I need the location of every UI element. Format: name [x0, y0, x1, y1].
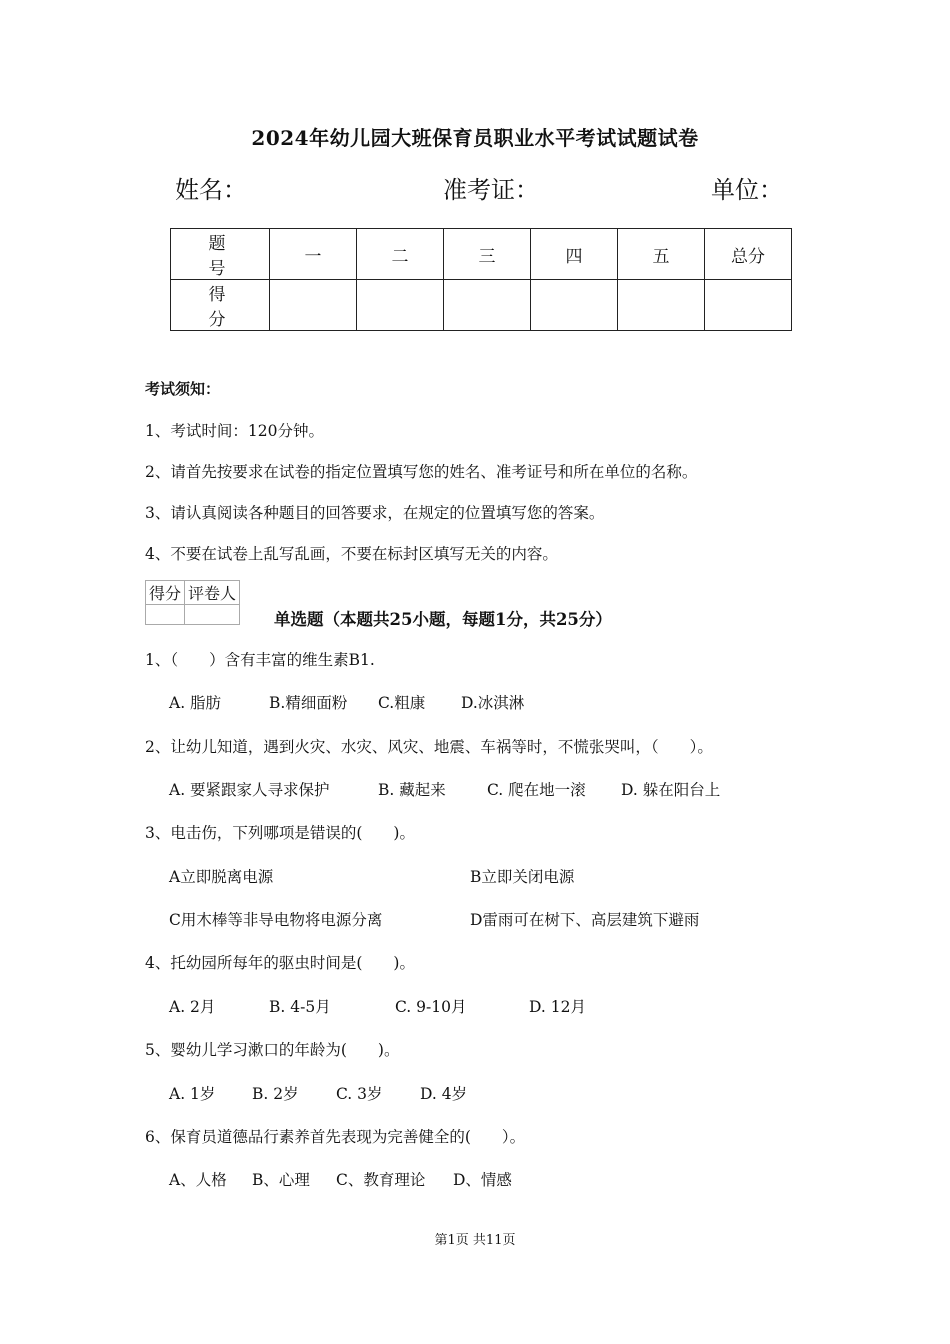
score-cell[interactable] [618, 280, 705, 331]
question-option: B. 藏起来 [378, 781, 446, 799]
question-option: B. 4-5月 [269, 998, 331, 1016]
question-option: D. 躲在阳台上 [621, 781, 721, 799]
score-table-header-row [171, 229, 792, 280]
question-option: B、心理 [252, 1171, 310, 1189]
question-option: D. 12月 [529, 998, 586, 1016]
grader-reviewer-cell[interactable] [185, 605, 240, 625]
question-option: C用木棒等非导电物将电源分离 [169, 911, 383, 929]
score-table-header-cell: 三 [444, 229, 531, 280]
notice-item: 1、考试时间：120分钟。 [145, 422, 324, 440]
question-option: B. 2岁 [252, 1085, 299, 1103]
score-table-score-row [171, 280, 792, 331]
grader-score-cell[interactable] [146, 605, 185, 625]
name-field-label: 姓名： [175, 176, 247, 204]
question-option: C. 9-10月 [395, 998, 467, 1016]
notice-item: 2、请首先按要求在试卷的指定位置填写您的姓名、准考证号和所在单位的名称。 [145, 463, 698, 481]
score-cell[interactable] [357, 280, 444, 331]
score-table-row-label: 得 分 [171, 280, 270, 331]
question-stem: 2、让幼儿知道，遇到火灾、水灾、风灾、地震、车祸等时，不慌张哭叫，（ ）。 [145, 738, 713, 756]
question-option: C.粗康 [378, 694, 426, 712]
score-table-header-cell: 总分 [705, 229, 792, 280]
question-option: D. 4岁 [420, 1085, 468, 1103]
unit-field-label: 单位： [711, 176, 783, 204]
question-option: A. 1岁 [169, 1085, 216, 1103]
notice-item: 4、不要在试卷上乱写乱画，不要在标封区填写无关的内容。 [145, 545, 558, 563]
score-cell[interactable] [531, 280, 618, 331]
score-cell[interactable] [444, 280, 531, 331]
grader-box [145, 580, 240, 625]
score-table-header-label: 题 号 [171, 229, 270, 280]
grader-reviewer-label: 评卷人 [185, 581, 240, 605]
score-cell[interactable] [270, 280, 357, 331]
question-stem: 6、保育员道德品行素养首先表现为完善健全的( ）。 [145, 1128, 526, 1146]
notice-heading: 考试须知： [145, 380, 221, 398]
notice-item: 3、请认真阅读各种题目的回答要求，在规定的位置填写您的答案。 [145, 504, 605, 522]
question-option: A. 要紧跟家人寻求保护 [169, 781, 330, 799]
question-option: C. 爬在地一滚 [487, 781, 586, 799]
question-stem: 5、婴幼儿学习漱口的年龄为( )。 [145, 1041, 400, 1059]
question-option: A. 脂肪 [169, 694, 222, 712]
question-stem: 4、托幼园所每年的驱虫时间是( )。 [145, 954, 415, 972]
question-option: A、人格 [169, 1171, 227, 1189]
score-table-header-cell: 四 [531, 229, 618, 280]
score-cell[interactable] [705, 280, 792, 331]
grader-score-label: 得分 [146, 581, 185, 605]
question-option: D、情感 [453, 1171, 512, 1189]
question-option: D.冰淇淋 [461, 694, 525, 712]
question-stem: 3、电击伤，下列哪项是错误的( )。 [145, 824, 415, 842]
question-option: A立即脱离电源 [169, 868, 274, 886]
score-table-header-cell: 五 [618, 229, 705, 280]
document-title: 2024年幼儿园大班保育员职业水平考试试题试卷 [251, 126, 699, 150]
score-table-header-cell: 一 [270, 229, 357, 280]
section-title: 单选题（本题共25小题，每题1分，共25分） [274, 610, 612, 629]
question-option: D雷雨可在树下、高层建筑下避雨 [470, 911, 700, 929]
question-stem: 1、（ ）含有丰富的维生素B1. [145, 651, 375, 669]
question-option: C、教育理论 [336, 1171, 426, 1189]
question-option: A. 2月 [169, 998, 216, 1016]
question-option: B.精细面粉 [269, 694, 348, 712]
question-option: B立即关闭电源 [470, 868, 575, 886]
score-table-header-cell: 二 [357, 229, 444, 280]
question-option: C. 3岁 [336, 1085, 383, 1103]
score-table [170, 228, 792, 331]
exam-id-field-label: 准考证： [443, 176, 539, 204]
page-footer: 第1页 共11页 [434, 1233, 516, 1248]
